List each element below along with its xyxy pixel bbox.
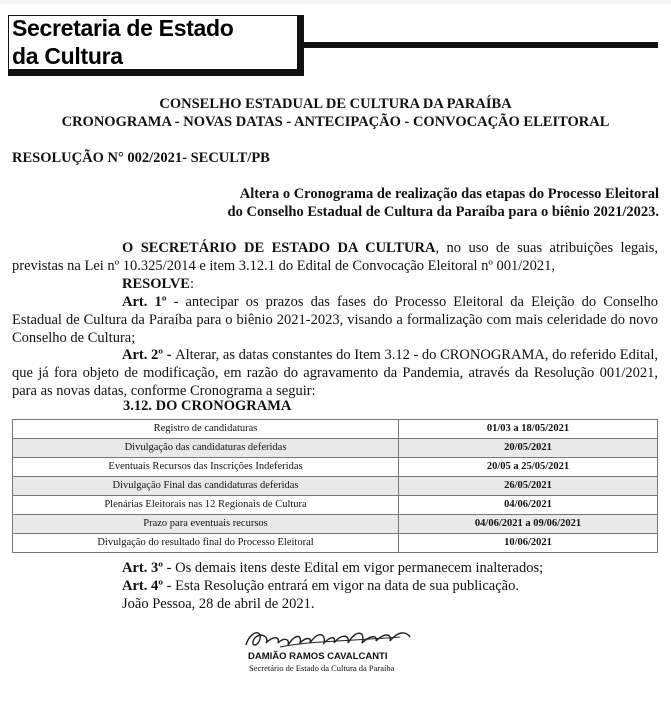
- preamble: [12, 239, 658, 293]
- schedule-event: Prazo para eventuais recursos: [13, 515, 399, 534]
- schedule-date: 10/06/2021: [399, 534, 658, 553]
- article-3-text: - Os demais itens deste Edital em vigor permanecem inalterados;: [163, 560, 544, 576]
- article-2: [12, 346, 658, 400]
- signatory-name: DAMIÃO RAMOS CAVALCANTI: [248, 651, 388, 662]
- top-strip: [0, 0, 671, 4]
- schedule-event: Registro de candidaturas: [13, 420, 399, 439]
- schedule-table: [12, 419, 658, 553]
- resolve-label: RESOLVE: [122, 276, 190, 292]
- article-4-text: - Esta Resolução entrará em vigor na data de sua publicação.: [163, 578, 519, 594]
- header-title-line2: da Cultura: [12, 43, 123, 69]
- resolve-suffix: :: [189, 276, 194, 292]
- schedule-date: 04/06/2021: [399, 496, 658, 515]
- schedule-date: 04/06/2021 a 09/06/2021: [399, 515, 658, 534]
- article-3-label: Art. 3º: [122, 560, 164, 576]
- table-row: [13, 439, 658, 458]
- schedule-event: Divulgação Final das candidaturas deferidas: [13, 477, 399, 496]
- article-1-text: - antecipar os prazos das fases do Processo Eleitoral da Eleição do Conselho Estadual de Cultura da Paraíba para o biênio 2021-2023, visando a formalização com mais celeridade do novo Conselho de Cultura;: [12, 294, 658, 346]
- schedule-date: 20/05 a 25/05/2021: [399, 458, 658, 477]
- article-2-text: Alterar, as datas constantes do Item 3.12 - do CRONOGRAMA, do referido Edital, que já fora objeto de modificação, em razão do agravamento da Pandemia, através da Resolução 001/2021, para as novas datas, conforme Cronograma a seguir:: [12, 347, 658, 399]
- table-row: [13, 515, 658, 534]
- schedule-date: 20/05/2021: [399, 439, 658, 458]
- table-row: [13, 458, 658, 477]
- schedule-event: Divulgação das candidaturas deferidas: [13, 439, 399, 458]
- resolution-number: RESOLUÇÃO N° 002/2021- SECULT/PB: [12, 150, 270, 166]
- article-2-label: Art. 2º -: [122, 347, 176, 363]
- table-row: [13, 496, 658, 515]
- header-title: [12, 14, 234, 70]
- place-date-text: João Pessoa, 28 de abril de 2021.: [122, 596, 315, 612]
- article-1-label: Art. 1º: [122, 294, 167, 310]
- schedule-event: Plenárias Eleitorais nas 12 Regionais de Cultura: [13, 496, 399, 515]
- preamble-text: , no uso de suas atribuições legais, previstas na Lei nº 10.325/2014 e item 3.12.1 do Edital de Convocação Eleitoral nº 001/2021,: [12, 240, 658, 274]
- table-row: [13, 477, 658, 496]
- handwritten-signature: [240, 625, 430, 653]
- ementa: [207, 185, 659, 221]
- schedule-date: 01/03 a 18/05/2021: [399, 420, 658, 439]
- section-title: 3.12. DO CRONOGRAMA: [123, 398, 292, 414]
- signatory-role: Secretário de Estado da Cultura da Paraíba: [249, 663, 395, 673]
- table-row: [13, 420, 658, 439]
- header-title-line1: Secretaria de Estado: [12, 15, 234, 41]
- article-4: [12, 577, 658, 595]
- ementa-line1: Altera o Cronograma de realização das etapas do Processo Eleitoral: [239, 186, 659, 202]
- ementa-line2: do Conselho Estadual de Cultura da Paraíba para o biênio 2021/2023.: [227, 204, 659, 220]
- schedule-event: Eventuais Recursos das Inscrições Indeferidas: [13, 458, 399, 477]
- schedule-date: 26/05/2021: [399, 477, 658, 496]
- table-row: [13, 534, 658, 553]
- heading-schedule: CRONOGRAMA - NOVAS DATAS - ANTECIPAÇÃO - CONVOCAÇÃO ELEITORAL: [61, 114, 610, 130]
- preamble-bold: O SECRETÁRIO DE ESTADO DA CULTURA: [122, 240, 436, 256]
- article-4-label: Art. 4º: [122, 578, 164, 594]
- header-rule: [304, 42, 658, 48]
- article-3: [12, 559, 658, 577]
- heading-council: CONSELHO ESTADUAL DE CULTURA DA PARAÍBA: [159, 96, 512, 112]
- schedule-event: Divulgação do resultado final do Processo Eleitoral: [13, 534, 399, 553]
- place-date: [12, 595, 658, 613]
- article-1: [12, 293, 658, 347]
